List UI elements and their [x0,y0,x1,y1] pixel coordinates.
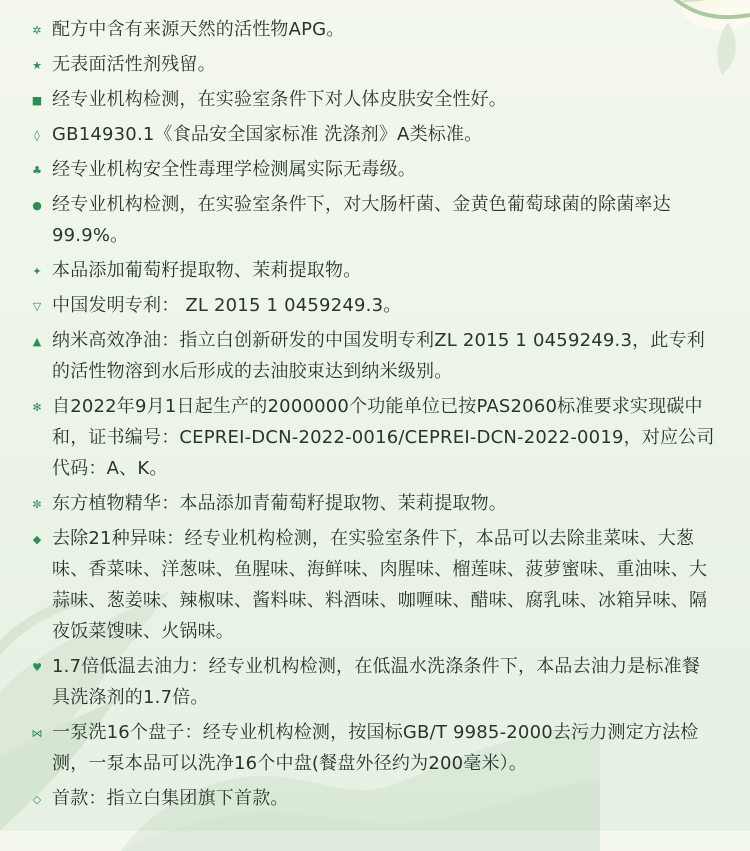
list-item-text: 纳米高效净油：指立白创新研发的中国发明专利ZL 2015 1 0459249.3，此专利的活性物溶到水后形成的去油胶束达到纳米级别。 [52,330,705,382]
list-item-text: 东方植物精华：本品添加青葡萄籽提取物、茉莉提取物。 [52,493,507,514]
heart-icon: ♥ [32,661,42,674]
list-item-text: 经专业机构检测，在实验室条件下对人体皮肤安全性好。 [52,89,507,110]
circle-icon: ● [32,199,42,212]
list-item [28,14,717,45]
list-item [28,325,717,387]
leaf-icon: ✦ [32,265,42,278]
list-item-text: 配方中含有来源天然的活性物APG。 [52,19,345,40]
list-item [28,84,717,115]
diamond-outline-icon: ◊ [34,129,40,142]
list-item [28,290,717,321]
square-icon: ■ [31,94,43,107]
list-item [28,717,717,779]
list-item-text: GB14930.1《食品安全国家标准 洗涤剂》A类标准。 [52,124,483,145]
triangle-up-icon: ▲ [32,335,42,348]
diamond-dot-icon: ◇ [32,793,42,806]
club-icon: ♣ [32,164,42,177]
asterisk-icon: ✼ [32,498,42,511]
list-item [28,391,717,484]
list-item [28,154,717,185]
list-item-text: 经专业机构检测，在实验室条件下，对大肠杆菌、金黄色葡萄球菌的除菌率达99.9%。 [52,194,671,246]
list-item-text: 本品添加葡萄籽提取物、茉莉提取物。 [52,260,362,281]
asterisk-icon: ✻ [32,401,42,414]
list-item [28,189,717,251]
drop-icon: ◆ [32,533,42,546]
list-item-text: 去除21种异味：经专业机构检测，在实验室条件下，本品可以去除韭菜味、大葱味、香菜味、洋葱味、鱼腥味、海鲜味、肉腥味、榴莲味、菠萝蜜味、重油味、大蒜味、葱姜味、辣椒味、酱料味、料酒味、咖喱味、醋味、腐乳味、冰箱异味、隔夜饭菜馊味、火锅味。 [52,528,708,642]
list-item [28,651,717,713]
list-item-text: 1.7倍低温去油力：经专业机构检测，在低温水洗涤条件下，本品去油力是标准餐具洗涤剂的1.7倍。 [52,656,701,708]
list-item [28,488,717,519]
list-item-text: 无表面活性剂残留。 [52,54,216,75]
list-item-text: 中国发明专利： ZL 2015 1 0459249.3。 [52,295,402,316]
triangle-down-icon: ▽ [32,300,42,313]
list-item [28,119,717,150]
bow-icon: ⋈ [31,727,43,740]
star-icon: ★ [32,59,42,72]
list-item-text: 经专业机构安全性毒理学检测属实际无毒级。 [52,159,416,180]
list-item-text: 自2022年9月1日起生产的2000000个功能单位已按PAS2060标准要求实现碳中和，证书编号：CEPREI-DCN-2022-0016/CEPREI-DCN-2022-0019，对应公司代码：A、K。 [52,396,715,479]
list-item-text: 一泵洗16个盘子：经专业机构检测，按国标GB/T 9985-2000去污力测定方法检测，一泵本品可以洗净16个中盘(餐盘外径约为200毫米）。 [52,722,699,774]
flower-icon: ✲ [32,24,42,37]
list-item [28,783,717,814]
list-item [28,523,717,647]
list-item [28,49,717,80]
list-item-text: 首款：指立白集团旗下首款。 [52,788,289,809]
list-item [28,255,717,286]
